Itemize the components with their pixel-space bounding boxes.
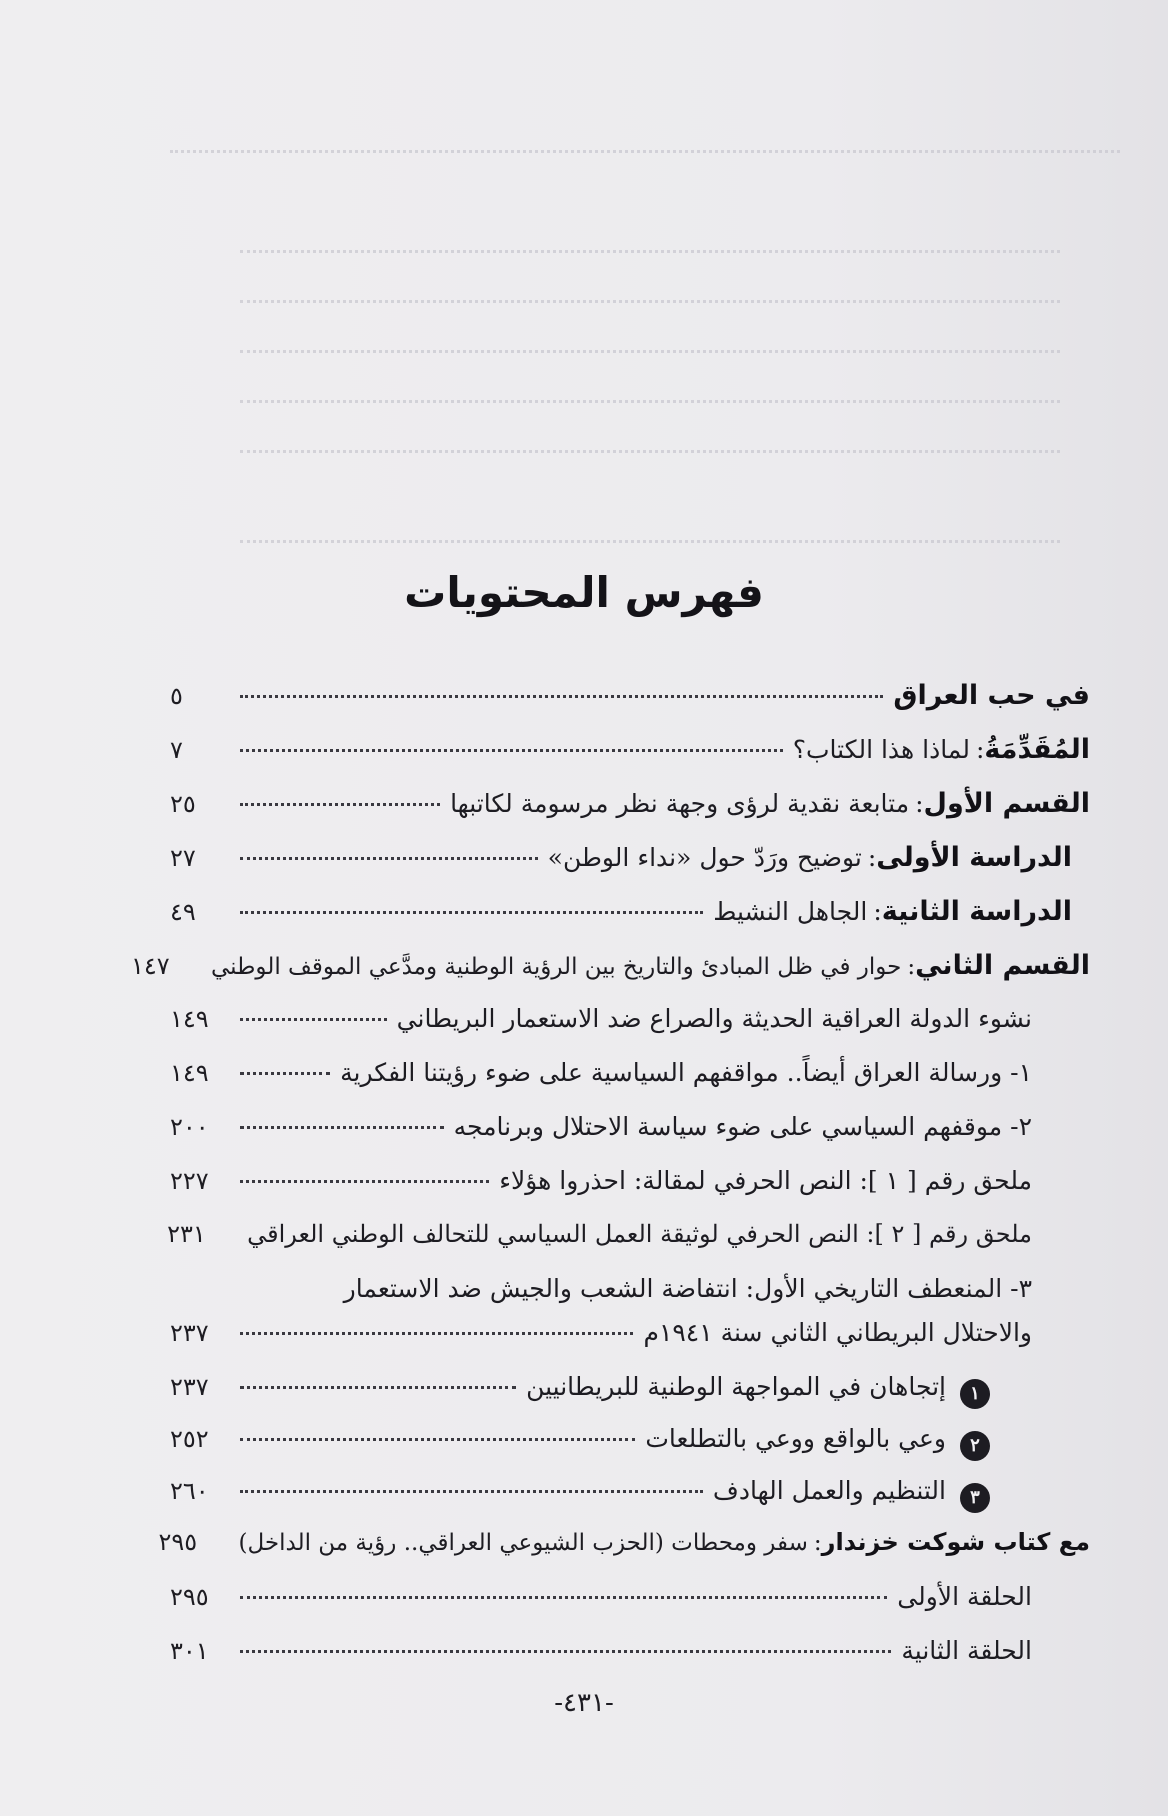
toc-page-number: ٢٣٧: [170, 1373, 209, 1401]
toc-entry-label: القسم الثاني: [915, 950, 1090, 981]
toc-entry: [170, 1166, 1090, 1220]
dot-leader: [240, 857, 538, 860]
toc-entry: [167, 1220, 1090, 1274]
toc-entry-title: ٣- المنعطف التاريخي الأول: انتفاضة الشعب والجيش ضد الاستعمار: [343, 1274, 1032, 1303]
toc-page-number: ٢٢٧: [170, 1167, 209, 1195]
toc-entry: القسم الأول : متابعة نقدية لرؤى وجهة نظر مرسومة لكاتبها ٢٥: [170, 788, 1090, 819]
toc-page-number: ٧: [170, 736, 183, 764]
dot-leader: [240, 749, 783, 752]
toc-page-number: ٥: [170, 682, 183, 710]
toc-entry-title: والاحتلال البريطاني الثاني سنة ١٩٤١م: [643, 1318, 1032, 1347]
toc-entry-title: في حب العراق: [893, 680, 1090, 711]
toc-entry-title: وعي بالواقع ووعي بالتطلعات: [645, 1424, 946, 1453]
toc-entry-title: ٢- موقفهم السياسي على ضوء سياسة الاحتلال وبرنامجه: [453, 1112, 1032, 1141]
toc-entry-title: ملحق رقم [ ١ ]: النص الحرفي لمقالة: احذروا هؤلاء: [499, 1166, 1032, 1195]
toc-entry: [170, 1004, 1090, 1058]
dot-leader: [240, 695, 883, 698]
toc-page-number: ١٤٩: [170, 1005, 209, 1033]
toc-entry-label: القسم الأول: [923, 788, 1090, 819]
dot-leader: [240, 1126, 444, 1129]
toc-entry: [170, 1424, 1090, 1476]
toc-entry-title: إتجاهان في المواجهة الوطنية للبريطانيين: [526, 1372, 946, 1401]
bleed-through-rule: [240, 540, 1060, 543]
toc-entry: القسم الثاني : حوار في ظل المبادئ والتاريخ بين الرؤية الوطنية ومدَّعي الموقف الوطني ١٤٧: [131, 950, 1090, 981]
toc-page-number: ٤٩: [170, 898, 196, 926]
toc-entry: [170, 1582, 1090, 1636]
dot-leader: [240, 1018, 387, 1021]
toc-page-number: ٢٥: [170, 790, 196, 818]
dot-leader: [240, 1650, 891, 1653]
toc-page-number: ٢٩٥: [170, 1583, 209, 1611]
toc-page-number: ٢٦٠: [170, 1477, 209, 1505]
dot-leader: [240, 1072, 330, 1075]
bleed-through-rule: [240, 250, 1060, 253]
page-title: فهرس المحتويات: [404, 568, 764, 617]
toc-entry-title: نشوء الدولة العراقية الحديثة والصراع ضد الاستعمار البريطاني: [396, 1004, 1032, 1033]
dot-leader: [240, 911, 703, 914]
toc-page-number: ٢٣١: [167, 1220, 206, 1248]
toc-entry-title: الجاهل النشيط: [713, 897, 868, 926]
toc-entry: [170, 1058, 1090, 1112]
toc-entry: مع كتاب شوكت خزندار : سفر ومحطات (الحزب الشيوعي العراقي.. رؤية من الداخل) ٢٩٥: [158, 1528, 1090, 1556]
number-circle-icon: ٣: [960, 1483, 990, 1513]
toc-entry-label: الدراسة الأولى: [876, 842, 1072, 873]
toc-entry: [170, 1318, 1090, 1372]
toc-entry-label: الدراسة الثانية: [881, 896, 1072, 927]
toc-entry-label: المُقَدِّمَةُ: [984, 734, 1090, 765]
bleed-through-rule: [240, 450, 1060, 453]
toc-page-number: ٢٧: [170, 844, 196, 872]
bleed-through-rule: [240, 350, 1060, 353]
toc-entry: [170, 1476, 1090, 1528]
table-of-contents: [131, 680, 1090, 1690]
toc-entry: الدراسة الأولى : توضيح ورَدّ حول «نداء الوطن» ٢٧: [170, 842, 1072, 873]
toc-entry-title: توضيح ورَدّ حول «نداء الوطن»: [547, 843, 862, 872]
toc-page-number: ٢٣٧: [170, 1319, 209, 1347]
toc-page-number: ٣٠١: [170, 1637, 209, 1665]
dot-leader: [240, 803, 440, 806]
dot-leader: [240, 1180, 489, 1183]
toc-entry-title: ملحق رقم [ ٢ ]: النص الحرفي لوثيقة العمل السياسي للتحالف الوطني العراقي: [247, 1220, 1032, 1248]
toc-page-number: ٢٩٥: [158, 1528, 198, 1556]
toc-entry-title: لماذا هذا الكتاب؟: [792, 735, 970, 764]
toc-entry-title: ١- ورسالة العراق أيضاً.. مواقفهم السياسية على ضوء رؤيتنا الفكرية: [340, 1058, 1032, 1087]
number-circle-icon: ١: [960, 1379, 990, 1409]
toc-page-number: ١٤٧: [131, 952, 170, 980]
dot-leader: [240, 1596, 887, 1599]
toc-entry: [170, 1372, 1090, 1424]
toc-entry: الدراسة الثانية : الجاهل النشيط ٤٩: [170, 896, 1072, 927]
dot-leader: [240, 1332, 633, 1335]
dot-leader: [240, 1386, 516, 1389]
toc-entry: [170, 1636, 1090, 1690]
number-circle-icon: ٢: [960, 1431, 990, 1461]
bleed-through-rule: [240, 400, 1060, 403]
toc-entry-title: الحلقة الثانية: [901, 1636, 1032, 1665]
dot-leader: [240, 1490, 703, 1493]
page-number-footer: -٤٣١-: [554, 1688, 614, 1718]
toc-entry-title: الحلقة الأولى: [897, 1582, 1032, 1611]
toc-entry: [170, 680, 1090, 734]
toc-entry: المُقَدِّمَةُ : لماذا هذا الكتاب؟ ٧: [170, 734, 1090, 765]
toc-page-number: ٢٠٠: [170, 1113, 209, 1141]
bleed-through-rule: [240, 300, 1060, 303]
toc-page-number: ١٤٩: [170, 1059, 209, 1087]
toc-entry-title: حوار في ظل المبادئ والتاريخ بين الرؤية الوطنية ومدَّعي الموقف الوطني: [211, 954, 902, 980]
toc-entry-title: التنظيم والعمل الهادف: [712, 1476, 946, 1505]
toc-entry-label: مع كتاب شوكت خزندار: [821, 1528, 1090, 1556]
toc-entry-title: سفر ومحطات (الحزب الشيوعي العراقي.. رؤية من الداخل): [238, 1530, 808, 1556]
bleed-through-rule: [170, 150, 1120, 153]
toc-entry: [170, 1112, 1090, 1166]
toc-entry-title: متابعة نقدية لرؤى وجهة نظر مرسومة لكاتبها: [450, 789, 910, 818]
toc-page-number: ٢٥٢: [170, 1425, 209, 1453]
toc-entry-first-line: [170, 1274, 1090, 1318]
dot-leader: [240, 1438, 635, 1441]
